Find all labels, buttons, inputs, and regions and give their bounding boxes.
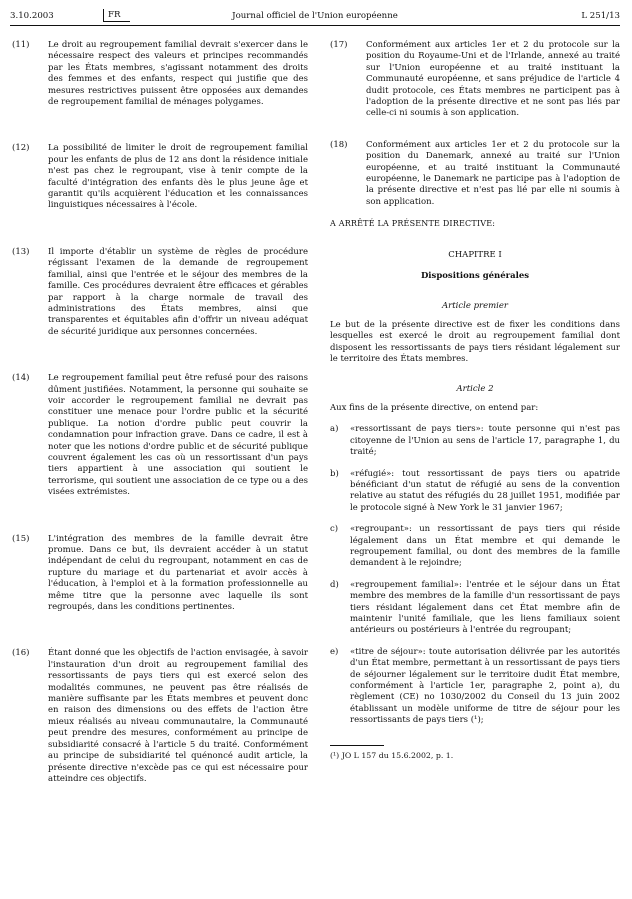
definition-text: «réfugié»: tout ressortissant de pays tiers ou apatride bénéficiant d'un statut de réfugié au sens de la convention relative au statut des réfugiés du 28 juillet 1951, modifiée par le protocole signé à New York le 31 janvier 1967; <box>350 468 620 513</box>
article-1-text: Le but de la présente directive est de fixer les conditions dans lesquelles est exercé le droit au regroupement familial dont disposent les ressortissants de pays tiers résidant légalement sur le territoire des États membres. <box>330 319 620 365</box>
recital-13 <box>12 247 308 338</box>
left-column <box>12 40 308 785</box>
header-rule <box>10 25 620 26</box>
definition-letter: a) <box>330 424 339 435</box>
recital-text: Conformément aux articles 1er et 2 du protocole sur la position du Royaume-Uni et de l'Irlande, annexé au traité sur l'Union européenne et au traité instituant la Communauté européenne, et sans préjudice de l'article 4 dudit protocole, ces États membres ne participent pas à l'adoption de la présente directive et ne sont pas liés par celle-ci ni soumis à son application. <box>366 40 620 119</box>
header-page-reference: L 251/13 <box>581 11 620 21</box>
recital-text: L'intégration des membres de la famille devrait être promue. Dans ce but, ils devraient accéder à un statut indépendant de celui du regroupant, notamment en cas de rupture du mariage et du partenariat et avoir accès à l'éducation, à l'emploi et à la formation professionnelle au même titre que la personne avec laquelle ils sont regroupés, dans les conditions pertinentes. <box>48 533 308 613</box>
definition-item <box>330 647 620 727</box>
definition-item <box>330 469 620 515</box>
definition-letter: b) <box>330 468 339 479</box>
definition-item <box>330 524 620 570</box>
header-journal-title: Journal officiel de l'Union européenne <box>232 11 398 21</box>
recital-text: Le regroupement familial peut être refusé pour des raisons dûment justifiées. Notamment, la personne qui souhaite se voir accorder le regroupement familial ne devrait pas constituer une menace pour l'ordre public et la sécurité publique. La notion d'ordre public peut couvrir la condamnation pour infraction grave. Dans ce cadre, il est à noter que les notions d'ordre public et de sécurité publique couvrent également les cas où un ressortissant d'un pays tiers appartient à une association qui soutient le terrorisme, qui soutient une association de ce type ou a des visées extrémistes. <box>48 373 308 498</box>
recital-number: (14) <box>12 373 30 384</box>
recital-number: (15) <box>12 533 30 544</box>
definition-letter: c) <box>330 524 339 535</box>
definition-text: «regroupement familial»: l'entrée et le séjour dans un État membre des membres de la famille d'un ressortissant de pays tiers résidant légalement dans cet État membre afin de maintenir l'unité familiale, que les liens familiaux soient antérieurs ou postérieurs à l'entrée du regroupant; <box>350 579 620 636</box>
right-column <box>330 40 620 761</box>
definition-text: «titre de séjour»: toute autorisation délivrée par les autorités d'un État membre, permettant à un ressortissant de pays tiers de séjourner légalement sur le territoire dudit État membre, conformément à l'article 1er, paragraphe 2, point a), du règlement (CE) no 1030/2002 du Conseil du 13 juin 2002 établissant un modèle uniforme de titre de séjour pour les ressortissants de pays tiers (¹); <box>350 646 620 726</box>
recital-number: (11) <box>12 40 30 50</box>
recital-text: Le droit au regroupement familial devrait s'exercer dans le nécessaire respect des valeurs et principes recommandés par les États membres, s'agissant notamment des droits des femmes et des enfants, respect qui justifie que des mesures restrictives puissent être opposées aux demandes de regroupement familial de ménages polygames. <box>48 40 308 108</box>
definition-letter: e) <box>330 646 339 657</box>
adoption-statement: A ARRÊTÉ LA PRÉSENTE DIRECTIVE: <box>330 219 496 229</box>
chapter-title: Dispositions générales <box>420 271 530 282</box>
recital-text: Conformément aux articles 1er et 2 du protocole sur la position du Danemark, annexé au traité sur l'Union européenne, et au traité instituant la Communauté européenne, le Danemark ne participe pas à l'adoption de la présente directive et n'est pas lié par elle ni soumis à son application. <box>366 139 620 207</box>
recital-17 <box>330 40 620 120</box>
footnote-rule <box>330 745 384 746</box>
recital-18 <box>330 140 620 208</box>
article-2-heading: Article 2 <box>456 383 494 394</box>
header-date: 3.10.2003 <box>10 11 54 21</box>
recital-number: (16) <box>12 648 30 659</box>
chapter-heading: CHAPITRE I <box>448 249 502 260</box>
article-2-intro: Aux fins de la présente directive, on entend par: <box>330 402 539 413</box>
definition-item <box>330 424 620 458</box>
recital-number: (13) <box>12 246 30 257</box>
definition-text: «ressortissant de pays tiers»: toute personne qui n'est pas citoyenne de l'Union au sens de l'article 17, paragraphe 1, du traité; <box>350 424 620 458</box>
header-language: FR <box>103 9 130 22</box>
article-1-heading: Article premier <box>442 300 508 311</box>
recital-text: La possibilité de limiter le droit de regroupement familial pour les enfants de plus de 12 ans dont la résidence initiale n'est pas chez le regroupant, vise à tenir compte de la faculté d'intégration des enfants dès le plus jeune âge et garantit qu'ils acquièrent l'éducation et les connaissances linguistiques nécessaires à l'école. <box>48 143 308 211</box>
recital-15 <box>12 534 308 614</box>
recital-16 <box>12 648 308 785</box>
recital-number: (17) <box>330 40 348 50</box>
recital-number: (18) <box>330 139 348 150</box>
footnote: (¹) JO L 157 du 15.6.2002, p. 1. <box>330 750 454 760</box>
page-header <box>10 8 620 24</box>
definition-text: «regroupant»: un ressortissant de pays tiers qui réside légalement dans un État membre et qui demande le regroupement familial, ou dont des membres de la famille demandent à le rejoindre; <box>350 524 620 569</box>
recital-text: Étant donné que les objectifs de l'action envisagée, à savoir l'instauration d'un droit au regroupement familial des ressortissants de pays tiers qui est exercé selon des modalités communes, ne peuvent pas être réalisés de manière suffisante par les États membres et peuvent donc en raison des dimensions ou des effets de l'action être mieux réalisés au niveau communautaire, la Communauté peut prendre des mesures, conformément au principe de subsidiarité consacré à l'article 5 du traité. Conformément au principe de subsidiarité tel quénoncé audit article, la présente directive n'excède pas ce qui est nécessaire pour atteindre ces objectifs. <box>48 648 308 784</box>
recital-12 <box>12 143 308 211</box>
recital-number: (12) <box>12 143 30 154</box>
recital-11 <box>12 40 308 108</box>
recital-14 <box>12 373 308 498</box>
definition-letter: d) <box>330 579 339 590</box>
definition-item <box>330 580 620 637</box>
recital-text: Il importe d'établir un système de règles de procédure régissant l'examen de la demande de regroupement familial, ainsi que l'entrée et le séjour des membres de la famille. Ces procédures devraient être efficaces et gérables par rapport à la charge normale de travail des administrations des États membres, ainsi que transparentes et équitables afin d'offrir un niveau adéquat de sécurité juridique aux personnes concernées. <box>48 246 308 337</box>
